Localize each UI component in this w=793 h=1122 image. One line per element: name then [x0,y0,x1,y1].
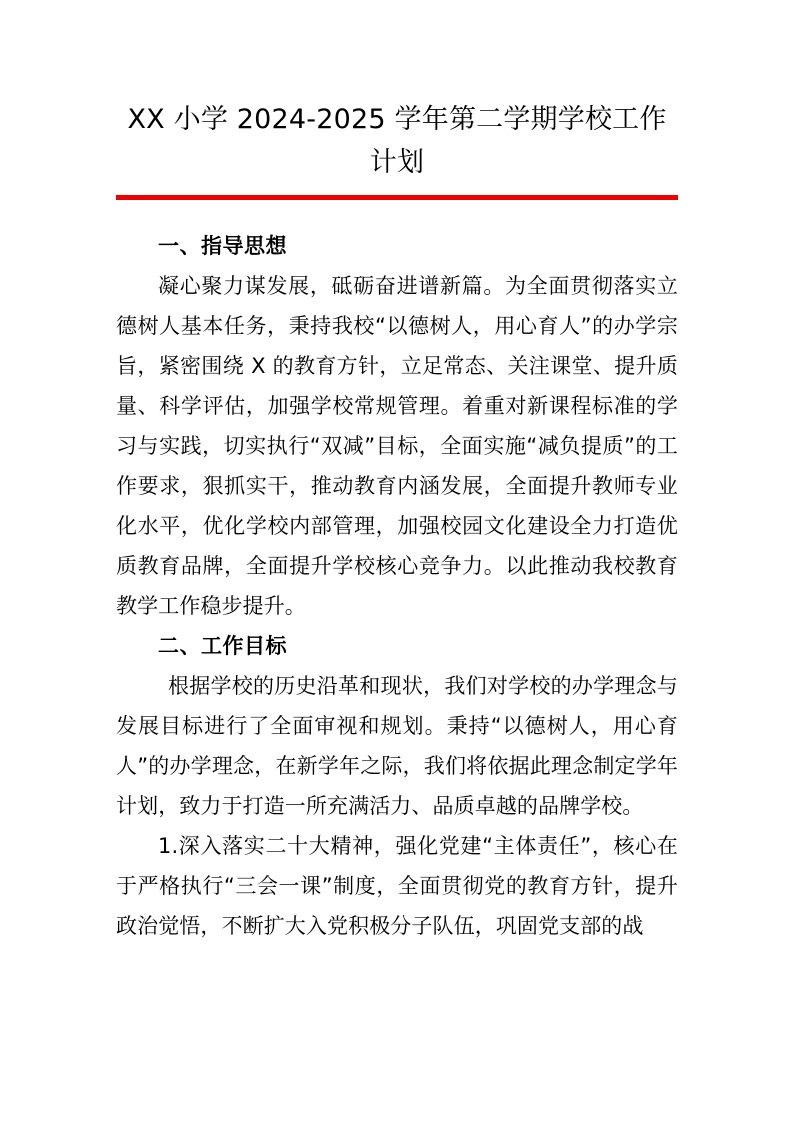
document-content [116,0,678,946]
section-heading-guiding-ideology: 一、指导思想 [158,234,287,258]
paragraph-guiding-ideology: 凝心聚力谋发展，砥砺奋进谱新篇。为全面贯彻落实立德树人基本任务，秉持我校“以德树人，用心育人”的办学宗旨，紧密围绕 X 的教育方针，立足常态、关注课堂、提升质量、科学评估，加强学校常规管理。着重对新课程标准的学习与实践，切实执行“双减”目标，全面实施“减负提质”的工作要求，狠抓实干，推动教育内涵发展，全面提升教师专业化水平，优化学校内部管理，加强校园文化建设全力打造优质教育品牌，全面提升学校核心竞争力。以此推动我校教育教学工作稳步提升。 [116,274,678,618]
section-heading-work-objectives: 二、工作目标 [158,634,287,658]
paragraph-work-objectives-item-1: 1.深入落实二十大精神，强化党建“主体责任”，核心在于严格执行“三会一课”制度，全面贯彻党的教育方针，提升政治觉悟，不断扩大入党积极分子队伍，巩固党支部的战 [116,834,678,938]
page-title: XX 小学 2024-2025 学年第二学期学校工作计划 [127,104,667,178]
title-red-rule [116,195,678,200]
paragraph-work-objectives-intro: 根据学校的历史沿革和现状，我们对学校的办学理念与发展目标进行了全面审视和规划。秉持“以德树人，用心育人”的办学理念，在新学年之际，我们将依据此理念制定学年计划，致力于打造一所充满活力、品质卓越的品牌学校。 [116,674,678,818]
